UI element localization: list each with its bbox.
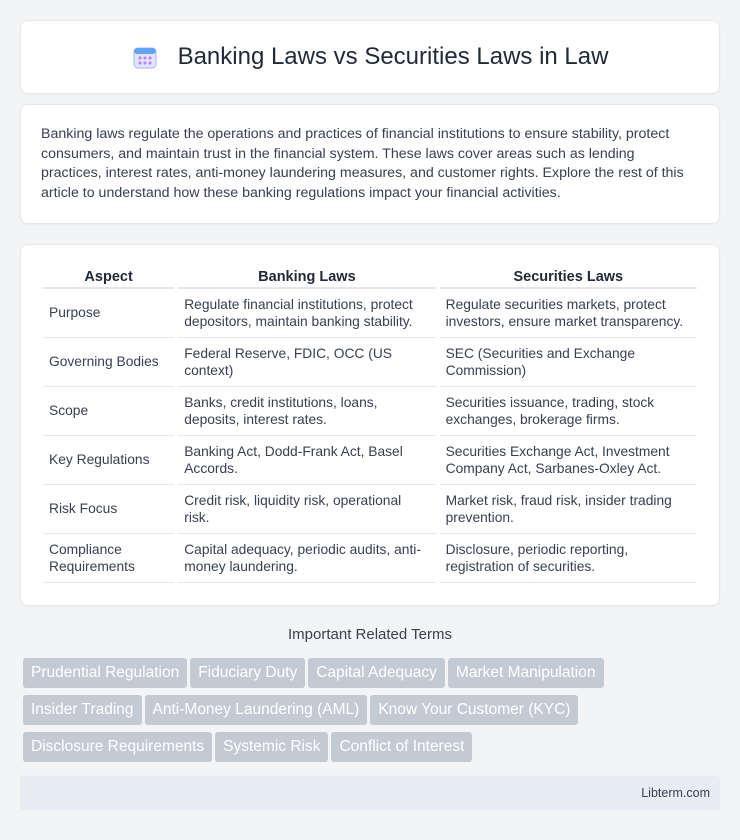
cell-securities: Disclosure, periodic reporting, registration of securities. <box>440 534 697 583</box>
cell-securities: Market risk, fraud risk, insider trading prevention. <box>440 485 697 534</box>
cell-securities: Securities issuance, trading, stock exchanges, brokerage firms. <box>440 387 697 436</box>
cell-banking: Capital adequacy, periodic audits, anti-money laundering. <box>178 534 435 583</box>
cell-aspect: Governing Bodies <box>43 338 174 387</box>
table-row <box>43 289 697 338</box>
cell-aspect: Risk Focus <box>43 485 174 534</box>
table-row <box>43 338 697 387</box>
footer <box>20 776 720 810</box>
cell-securities: Securities Exchange Act, Investment Company Act, Sarbanes-Oxley Act. <box>440 436 697 485</box>
intro-text: Banking laws regulate the operations and practices of financial institutions to ensure stability, protect consumers, and maintain trust in the financial system. These laws cover areas such as lending practices, interest rates, anti-money laundering measures, and customer rights. Explore the rest of this article to understand how these banking regulations impact your financial activities. <box>41 126 684 201</box>
cell-aspect: Purpose <box>43 289 174 338</box>
term-tag[interactable]: Conflict of Interest <box>331 732 472 762</box>
term-tag[interactable]: Systemic Risk <box>215 732 328 762</box>
related-terms-title: Important Related Terms <box>288 626 452 643</box>
footer-site-link[interactable]: Libterm.com <box>641 786 710 800</box>
header-aspect: Aspect <box>43 265 174 289</box>
term-tag[interactable]: Insider Trading <box>23 695 142 725</box>
cell-aspect: Key Regulations <box>43 436 174 485</box>
term-tag[interactable]: Anti-Money Laundering (AML) <box>145 695 368 725</box>
cell-aspect: Scope <box>43 387 174 436</box>
cell-banking: Federal Reserve, FDIC, OCC (US context) <box>178 338 435 387</box>
term-tag[interactable]: Fiduciary Duty <box>190 658 305 688</box>
cell-banking: Credit risk, liquidity risk, operational risk. <box>178 485 435 534</box>
cell-securities: SEC (Securities and Exchange Commission) <box>440 338 697 387</box>
term-tag[interactable]: Prudential Regulation <box>23 658 187 688</box>
header-card <box>20 20 720 94</box>
table-row <box>43 485 697 534</box>
related-terms-list <box>23 658 723 769</box>
comparison-card <box>20 244 720 606</box>
table-row <box>43 387 697 436</box>
cell-securities: Regulate securities markets, protect investors, ensure market transparency. <box>440 289 697 338</box>
table-row <box>43 534 697 583</box>
intro-card <box>20 104 720 224</box>
table-header-row <box>43 265 697 289</box>
calendar-icon <box>132 44 158 70</box>
header-banking-laws: Banking Laws <box>178 265 435 289</box>
term-tag[interactable]: Know Your Customer (KYC) <box>370 695 578 725</box>
header-securities-laws: Securities Laws <box>440 265 697 289</box>
term-tag[interactable]: Market Manipulation <box>448 658 604 688</box>
cell-banking: Banks, credit institutions, loans, deposits, interest rates. <box>178 387 435 436</box>
cell-banking: Banking Act, Dodd-Frank Act, Basel Accords. <box>178 436 435 485</box>
term-tag[interactable]: Disclosure Requirements <box>23 732 212 762</box>
cell-banking: Regulate financial institutions, protect depositors, maintain banking stability. <box>178 289 435 338</box>
cell-aspect: Compliance Requirements <box>43 534 174 583</box>
table-row <box>43 436 697 485</box>
page-title: Banking Laws vs Securities Laws in Law <box>177 43 609 70</box>
comparison-table <box>39 265 701 583</box>
term-tag[interactable]: Capital Adequacy <box>308 658 445 688</box>
